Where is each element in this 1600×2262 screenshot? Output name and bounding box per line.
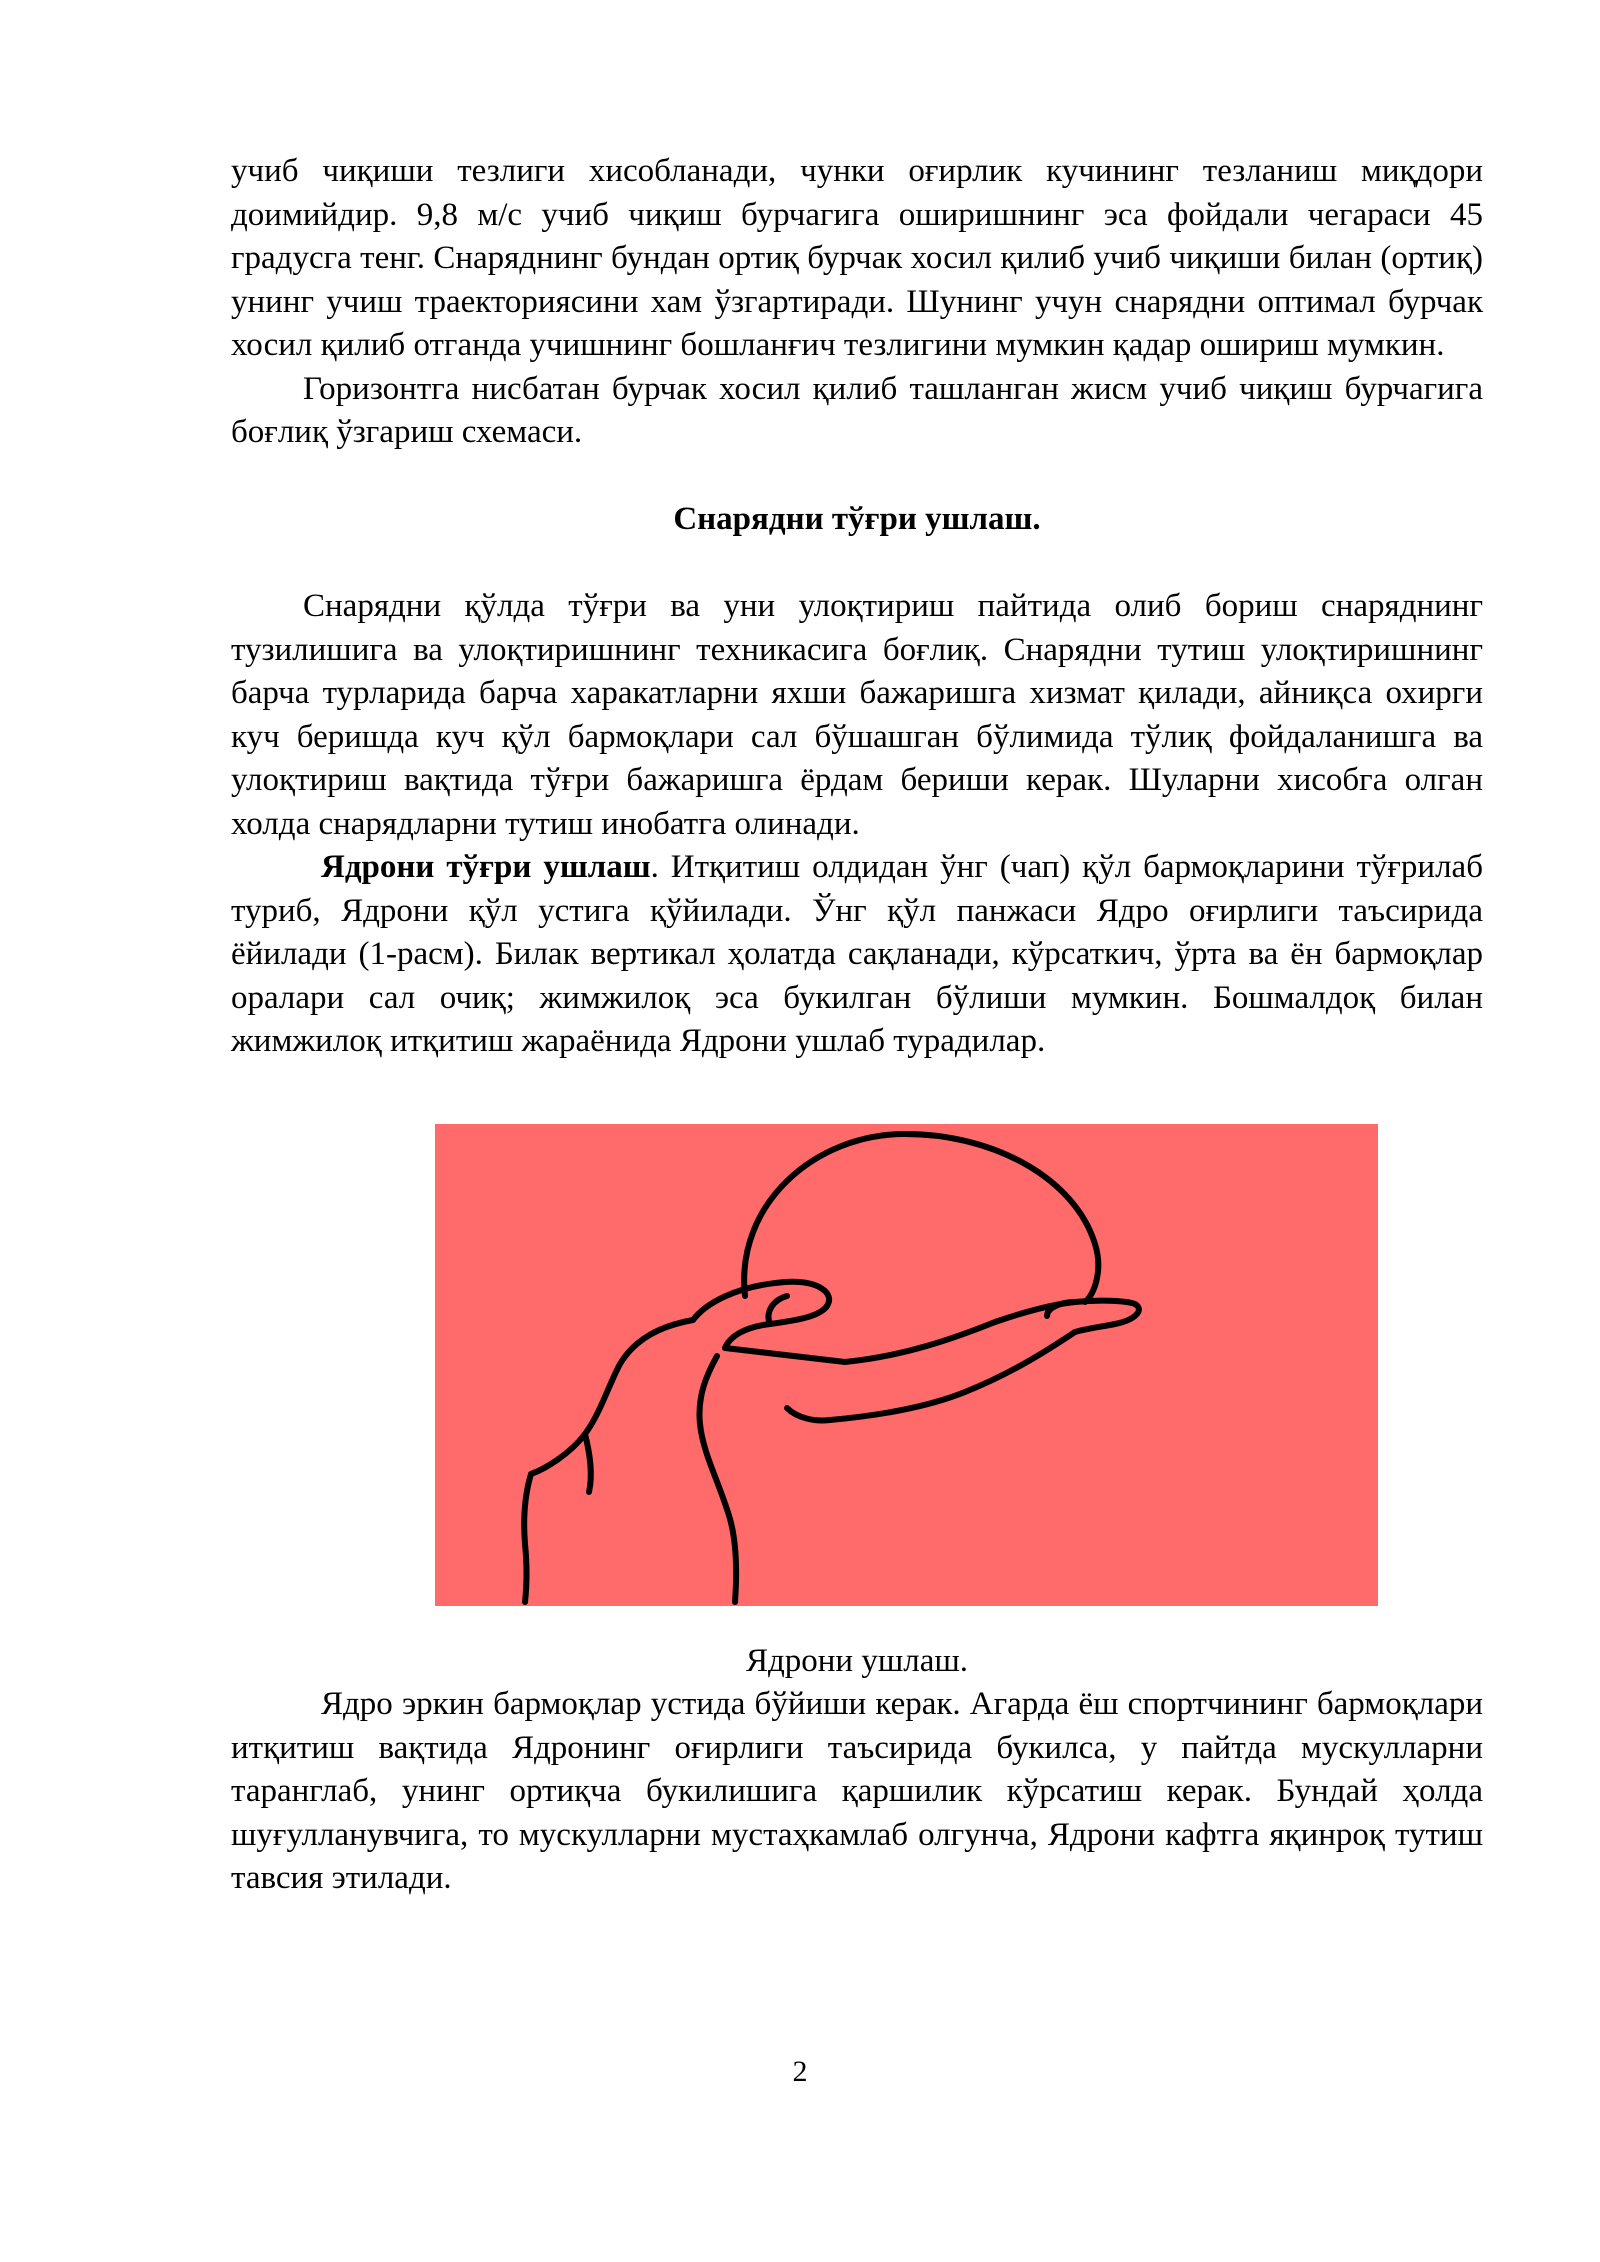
paragraph-intro: учиб чиқиши тезлиги хисобланади, чунки оғирлик кучининг тезланиш миқдори доимийдир. 9,8 м/с учиб чиқиш бурчагига оширишнинг эса фойдали чегараси 45 градусга тенг. Снаряднинг бундан ортиқ бурчак хосил қилиб учиб чиқиши билан (ортиқ) унинг учиш траекториясини хам ўзгартиради. Шунинг учун снарядни оптимал бурчак хосил қилиб отганда учишнинг бошланғич тезлигини мумкин қадар ошириш мумкин. (231, 153, 1483, 363)
figure-caption: Ядрони ушлаш. (745, 1642, 969, 1679)
paragraph-fingers: Ядро эркин бармоқлар устида бўйиши керак. Агарда ёш спортчининг бармоқлари итқитиш вақтида Ядронинг оғирлиги таъсирида букилса, у пайтда мускулларни таранглаб, унинг ортиқча букилишига қаршилик кўрсатиш керак. Бундай ҳолда шуғулланувчига, то мускулларни мустаҳкамлаб олгунча, Ядрони кафтга яқинроқ тутиш тавсия этилади. (231, 1686, 1483, 1896)
page-number: 2 (792, 2055, 808, 2088)
paragraph-body: . Итқитиш олдидан ўнг (чап) қўл бармоқларини тўғрилаб туриб, Ядрони қўл устига қўйилади. Ўнг қўл панжаси Ядро оғирлиги таъсирида ёйилади (1-расм). Билак вертикал ҳолатда сақланади, кўрсаткич, ўрта ва ён бармоқлар оралари сал очиқ; жимжилоқ эса букилган бўлиши мумкин. Бошмалдоқ билан жимжилоқ итқитиш жараёнида Ядрони ушлаб турадилар. (231, 849, 1483, 1059)
paragraph-lead-bold: Ядрони тўғри ушлаш (321, 849, 651, 885)
paragraph-scheme: Горизонтга нисбатан бурчак хосил қилиб ташланган жисм учиб чиқиш бурчагига боғлиқ ўзгариш схемаси. (231, 370, 1483, 450)
section-heading: Снарядни тўғри ушлаш. (673, 500, 1041, 537)
paragraph-shot-put-grip (231, 846, 1483, 1064)
hand-holding-shot-put-illustration (435, 1124, 1378, 1606)
paragraph-holding: Снарядни қўлда тўғри ва уни улоқтириш пайтида олиб бориш снаряднинг тузилишига ва улоқтиришнинг техникасига боғлиқ. Снарядни тутиш улоқтиришнинг барча турларида барча харакатларни яхши бажаришга хизмат қилади, айниқса охирги куч беришда куч қўл бармоқлари сал бўшашган бўлимида тўлиқ фойдаланишга ва улоқтириш вақтида тўғри бажаришга ёрдам бериши керак. Шуларни хисобга олган холда снарядларни тутиш инобатга олинади. (231, 588, 1483, 842)
document-page (231, 150, 1483, 1901)
figure-hand-holding-shot (435, 1124, 1378, 1606)
